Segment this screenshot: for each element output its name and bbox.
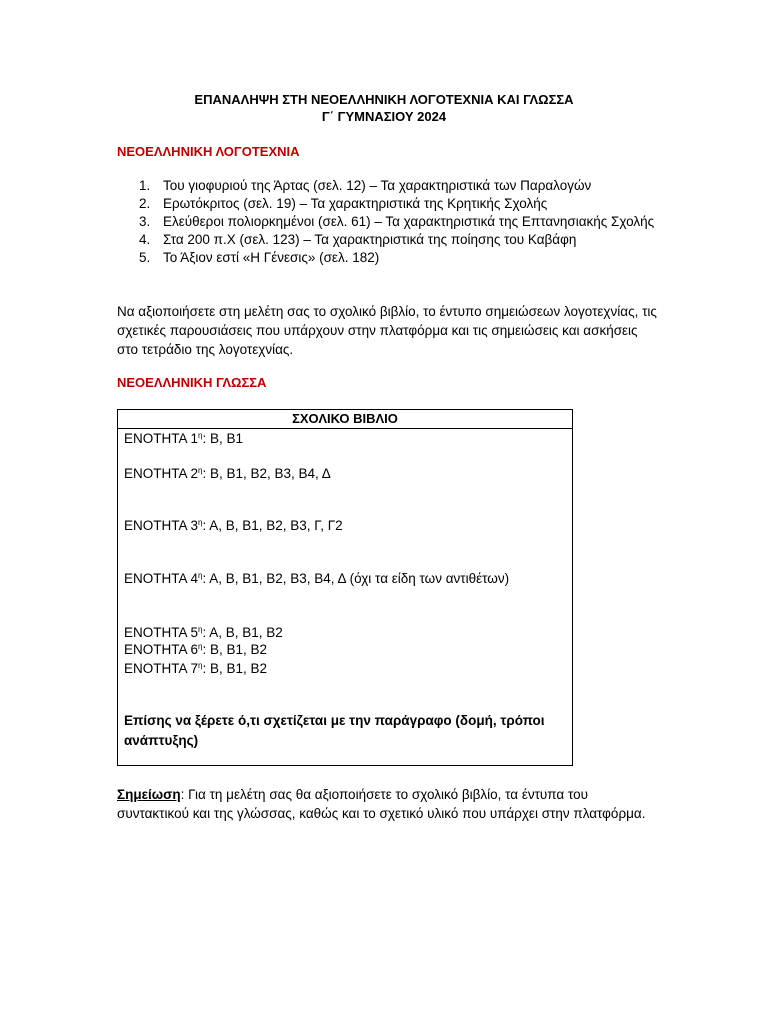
unit-row (124, 430, 243, 448)
study-note (117, 785, 657, 823)
paragraph-note: Επίσης να ξέρετε ό,τι σχετίζεται με την παράγραφο (δομή, τρόποι ανάπτυξης) (124, 713, 545, 748)
list-item (117, 213, 657, 231)
literature-list (117, 177, 657, 267)
unit-ordinal: η (198, 571, 203, 580)
unit-label: ΕΝΟΤΗΤΑ 6 (124, 642, 199, 657)
unit-content: : Β, Β1, Β2 (202, 661, 268, 676)
note-text: : Για τη μελέτη σας θα αξιοποιήσετε το σχολικό βιβλίο, τα έντυπα του συντακτικού και της γλώσσας, καθώς και το σχετικό υλικό που υπάρχει στην πλατφόρμα. (117, 787, 646, 821)
unit-row (124, 517, 343, 535)
list-item-number: 2. (139, 196, 151, 211)
unit-row (124, 465, 331, 483)
list-item (117, 177, 657, 195)
list-item-number: 1. (139, 178, 151, 193)
literature-instructions: Να αξιοποιήσετε στη μελέτη σας το σχολικό βιβλίο, το έντυπο σημειώσεων λογοτεχνίας, τις σχετικές παρουσιάσεις που υπάρχουν στην πλατφόρμα και τις σημειώσεις και ασκήσεις στο τετράδιο της λογοτεχνίας. (117, 304, 657, 357)
unit-label: ΕΝΟΤΗΤΑ 1 (124, 431, 199, 446)
unit-row (124, 570, 509, 588)
unit-ordinal: η (198, 431, 203, 440)
note-label: Σημείωση (117, 787, 181, 802)
document-subtitle: Γ΄ ΓΥΜΝΑΣΙΟΥ 2024 (321, 109, 447, 124)
unit-row (124, 624, 283, 642)
unit-ordinal: η (198, 518, 203, 527)
list-item-number: 5. (139, 250, 151, 265)
list-item-text: Το Άξιον εστί «Η Γένεσις» (σελ. 182) (163, 250, 380, 265)
literature-heading: ΝΕΟΕΛΛΗΝΙΚΗ ΛΟΓΟΤΕΧΝΙΑ (117, 144, 300, 159)
language-heading: ΝΕΟΕΛΛΗΝΙΚΗ ΓΛΩΣΣΑ (117, 375, 267, 390)
list-item-number: 4. (139, 232, 151, 247)
unit-ordinal: η (198, 661, 203, 670)
list-item-text: Στα 200 π.Χ (σελ. 123) – Τα χαρακτηριστικά της ποίησης του Καβάφη (163, 232, 577, 247)
list-item (117, 231, 657, 249)
unit-content: : Α, Β, Β1, Β2 (202, 625, 283, 640)
unit-label: ΕΝΟΤΗΤΑ 7 (124, 661, 199, 676)
unit-ordinal: η (198, 642, 203, 651)
school-book-table (117, 409, 573, 766)
document-title: ΕΠΑΝΑΛΗΨΗ ΣΤΗ ΝΕΟΕΛΛΗΝΙΚΗ ΛΟΓΟΤΕΧΝΙΑ ΚΑΙ ΓΛΩΣΣΑ (194, 92, 574, 107)
unit-ordinal: η (198, 466, 203, 475)
unit-content: : Β, Β1, Β2 (202, 642, 268, 657)
unit-row (124, 660, 267, 678)
unit-content: : Α, Β, Β1, Β2, Β3, Γ, Γ2 (202, 518, 343, 533)
table-header: ΣΧΟΛΙΚΟ ΒΙΒΛΙΟ (118, 410, 572, 429)
unit-label: ΕΝΟΤΗΤΑ 2 (124, 466, 199, 481)
list-item (117, 249, 657, 267)
list-item-text: Ερωτόκριτος (σελ. 19) – Τα χαρακτηριστικά της Κρητικής Σχολής (163, 196, 548, 211)
list-item-text: Ελεύθεροι πολιορκημένοι (σελ. 61) – Τα χαρακτηριστικά της Επτανησιακής Σχολής (163, 214, 655, 229)
unit-ordinal: η (198, 625, 203, 634)
unit-content: : Α, Β, Β1, Β2, Β3, Β4, Δ (όχι τα είδη των αντιθέτων) (202, 571, 510, 586)
unit-label: ΕΝΟΤΗΤΑ 4 (124, 571, 199, 586)
unit-content: : Β, Β1 (202, 431, 243, 446)
list-item-number: 3. (139, 214, 151, 229)
unit-row (124, 641, 267, 659)
unit-content: : Β, Β1, Β2, Β3, Β4, Δ (202, 466, 331, 481)
unit-label: ΕΝΟΤΗΤΑ 5 (124, 625, 199, 640)
unit-label: ΕΝΟΤΗΤΑ 3 (124, 518, 199, 533)
list-item-text: Του γιοφυριού της Άρτας (σελ. 12) – Τα χαρακτηριστικά των Παραλογών (163, 178, 592, 193)
list-item (117, 195, 657, 213)
